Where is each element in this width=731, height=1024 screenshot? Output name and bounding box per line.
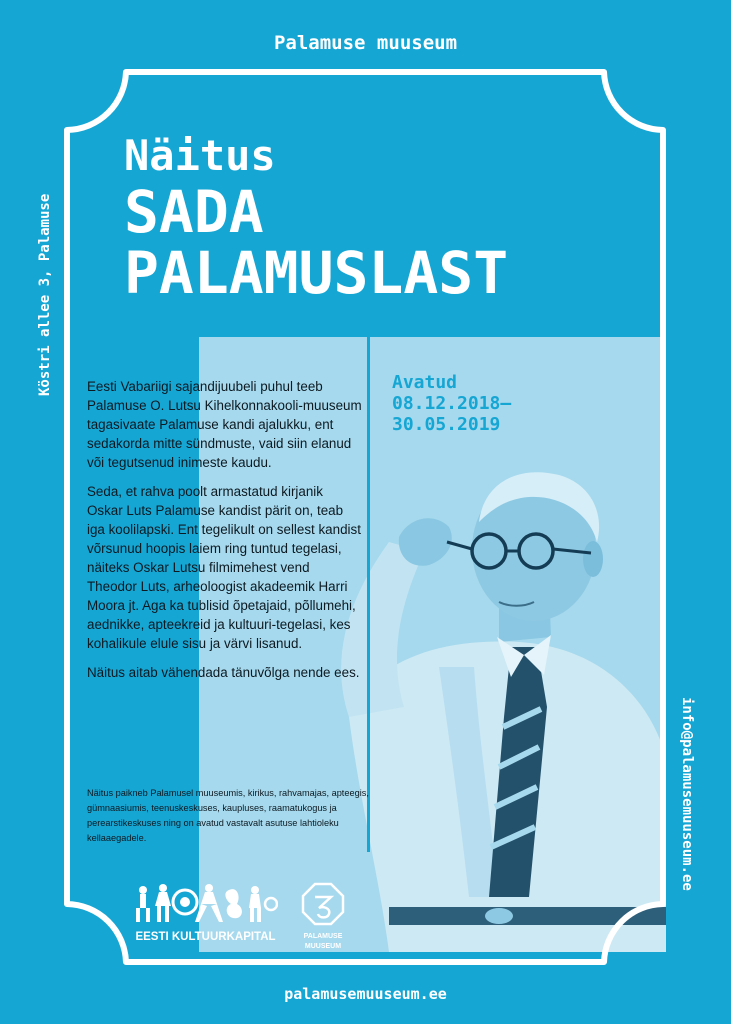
museum-logo — [295, 882, 351, 951]
body-paragraph-3: Näitus aitab vähendada tänuvõlga nende ees. — [87, 665, 360, 680]
opening-start: 08.12.2018– — [392, 393, 512, 414]
museum-logo-line-2: MUUSEUM — [304, 943, 342, 950]
hero-line-2: SADA — [124, 178, 264, 246]
venue-note: Näitus paikneb Palamusel muuseumis, kirikus, rahvamajas, apteegis, gümnaasiumis, teenuskeskuses, kaupluses, raamatukogus ja perearstikeskuses ning on avatud vastavalt asutuse lahtioleku kellaaegadele. — [87, 788, 369, 843]
opening-end: 30.05.2019 — [392, 414, 501, 435]
address-sidebar: Köstri allee 3, Palamuse — [37, 193, 53, 396]
hero-line-3: PALAMUSLAST — [124, 239, 509, 307]
exhibition-title — [124, 130, 509, 307]
museum-name-header: Palamuse muuseum — [273, 32, 458, 54]
octagon-monogram-icon — [301, 882, 345, 926]
body-paragraph-1: Eesti Vabariigi sajandijuubeli puhul teeb Palamuse O. Lutsu Kihelkonnakooli-muuseum tagasivaate Palamuse kandi ajalukku, ent sedakorda mitte sündmuste, vaid siin elanud või tegutsenud inimeste kaudu. — [87, 379, 362, 470]
body-text — [87, 377, 362, 692]
opening-label: Avatud — [392, 372, 458, 393]
kulturkapital-logo — [133, 882, 278, 943]
museum-logo-line-1: PALAMUSE — [303, 933, 343, 940]
website-url[interactable]: palamusemuuseum.ee — [284, 985, 447, 1003]
email-sidebar[interactable]: info@palamusemuuseum.ee — [679, 697, 695, 891]
opening-dates — [392, 372, 511, 435]
dancing-figures-icon — [133, 882, 278, 924]
body-paragraph-2: Seda, et rahva poolt armastatud kirjanik Oskar Luts Palamuse kandist pärit on, teab iga koolilapski. Ent tegelikult on sellest kandist võrsunud hoopis laiem ring tuntud tegelasi, näiteks Oskar Lutsu filmimehest vend Theodor Luts, arheoloogist akadeemik Harri Moora jt. Aga ka tublisid õpetajaid, põllumehi, aednikke, apteekreid ja kultuuri-tegelasi, kes kohalikule elule sisu ja värvi lisanud. — [87, 484, 361, 651]
kulturkapital-label: EESTI KULTUURKAPITAL — [135, 931, 276, 943]
hero-line-1: Näitus — [124, 131, 276, 180]
